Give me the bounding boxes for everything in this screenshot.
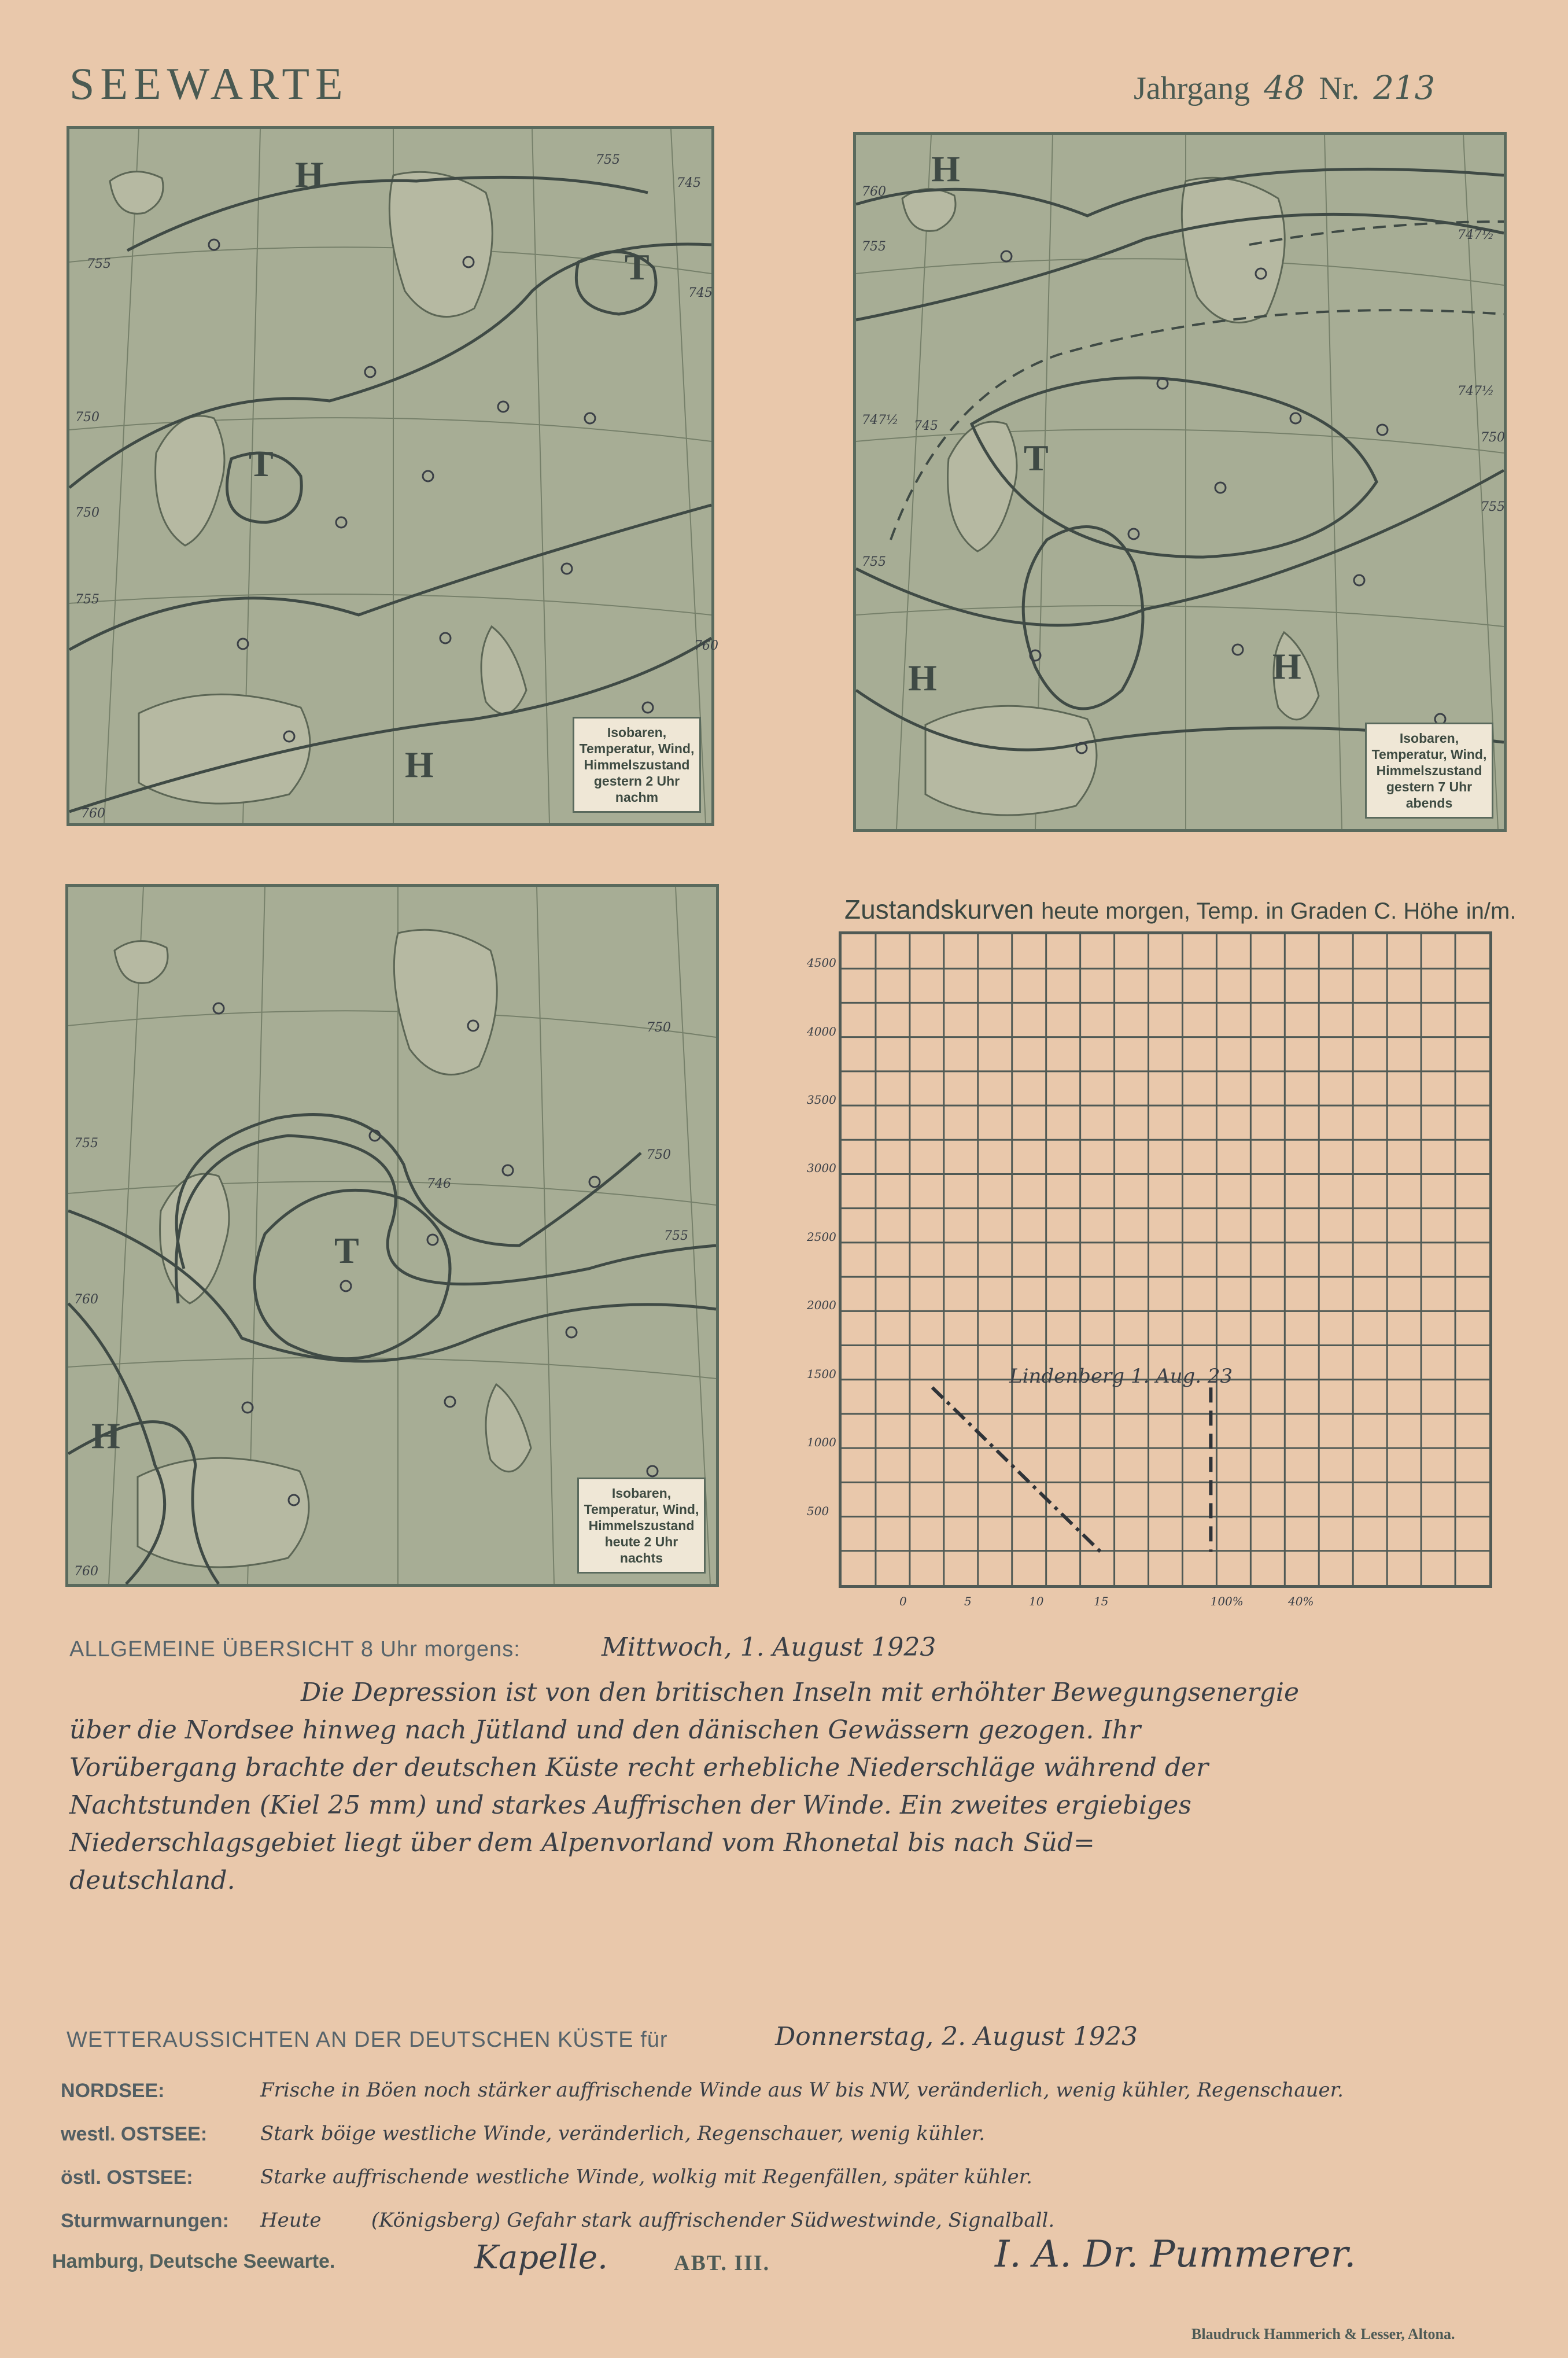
printer-credit: Blaudruck Hammerich & Lesser, Altona.	[1191, 2326, 1455, 2342]
map2-isobar-label: 747½	[1458, 384, 1495, 399]
map3-isobar-label: 750	[647, 1020, 671, 1035]
footer-signature-2: I. A. Dr. Pummerer.	[995, 2233, 1356, 2276]
x-tick-label: 5	[964, 1594, 972, 1608]
map3-isobar-label: 760	[74, 1564, 98, 1579]
map2-isobar-label: 760	[862, 185, 886, 199]
chart-title	[844, 894, 1516, 925]
map1-isobar-label: 750	[75, 506, 99, 520]
map3-high-label: H	[91, 1415, 120, 1456]
map2-isobar-label: 747½	[862, 413, 899, 428]
forecast-text-west-ostsee: Stark böige westliche Winde, veränderlich, Regenschauer, wenig kühler.	[260, 2122, 986, 2145]
map2-isobar-label: 755	[862, 555, 886, 569]
weather-map-2	[853, 132, 1507, 832]
chart-svg	[842, 934, 1489, 1585]
page-title: SEEWARTE	[69, 58, 349, 109]
forecast-region-west-ostsee: westl. OSTSEE:	[61, 2123, 208, 2145]
map1-isobar-label: 745	[677, 176, 701, 190]
forecast-date: Donnerstag, 2. August 1923	[775, 2022, 1138, 2051]
map1-isobar-label: 755	[75, 592, 99, 607]
y-tick-label: 500	[807, 1504, 829, 1518]
forecast-region-nordsee: NORDSEE:	[61, 2080, 165, 2102]
x-tick-label: 15	[1094, 1594, 1109, 1608]
y-tick-label: 4000	[807, 1024, 836, 1038]
map2-isobar-label: 747½	[1458, 228, 1495, 242]
map3-isobar-label: 746	[427, 1177, 451, 1191]
overview-line: Die Depression ist von den britischen Inseln mit erhöhter Bewegungsenergie	[301, 1678, 1300, 1707]
map1-high-label-2: H	[405, 744, 434, 785]
nr-label: Nr.	[1319, 71, 1360, 106]
y-tick-label: 3000	[807, 1161, 836, 1176]
chart-title-rest: heute morgen, Temp. in Graden C. Höhe	[1041, 898, 1459, 924]
map1-isobar-label: 745	[688, 286, 713, 300]
forecast-region-storm: Sturmwarnungen:	[61, 2210, 229, 2232]
y-tick-label: 3500	[807, 1093, 836, 1107]
state-curve-chart	[839, 931, 1492, 1588]
forecast-text-nordsee: Frische in Böen noch stärker auffrischende Winde aus W bis NW, veränderlich, wenig kühler, Regenschauer.	[260, 2079, 1344, 2102]
overview-line: Vorübergang brachte der deutschen Küste recht erhebliche Niederschläge während der	[69, 1753, 1209, 1782]
overview-line: Niederschlagsgebiet liegt über dem Alpenvorland vom Rhonetal bis nach Süd=	[69, 1828, 1095, 1858]
footer-publisher: Hamburg, Deutsche Seewarte.	[52, 2250, 335, 2272]
y-tick-label: 4500	[807, 956, 836, 970]
map2-high-label-3: H	[908, 657, 937, 698]
nr-value: 213	[1373, 69, 1436, 107]
map2-high-label: H	[931, 148, 960, 189]
y-tick-label: 2500	[807, 1229, 836, 1244]
map2-low-label: T	[1024, 437, 1049, 478]
weather-map-3	[65, 884, 719, 1587]
footer-department: ABT. III.	[674, 2251, 770, 2275]
map1-low-label-1: T	[625, 246, 650, 288]
chart-annotation: Lindenberg 1. Aug. 23	[1009, 1365, 1233, 1388]
map1-high-label: H	[295, 154, 324, 195]
map-3-caption: Isobaren, Temperatur, Wind, Himmelszustand heute 2 Uhr nachts	[577, 1478, 706, 1574]
map3-isobar-label: 755	[74, 1136, 98, 1151]
map2-isobar-label: 745	[914, 419, 938, 433]
map1-isobar-label: 760	[81, 806, 105, 821]
map2-isobar-label: 755	[1481, 500, 1505, 514]
x-tick-label: 10	[1029, 1594, 1044, 1608]
overview-line: über die Nordsee hinweg nach Jütland und den dänischen Gewässern gezogen. Ihr	[69, 1715, 1141, 1745]
y-tick-label: 1500	[807, 1366, 836, 1381]
chart-title-main: Zustandskurven	[844, 894, 1034, 924]
issue-info	[1134, 69, 1441, 107]
map-1-caption: Isobaren, Temperatur, Wind, Himmelszustand gestern 2 Uhr nachm	[573, 717, 701, 813]
map1-isobar-label: 750	[75, 410, 99, 425]
x-tick-label: 100%	[1210, 1594, 1244, 1608]
map1-low-label-2: T	[249, 443, 274, 484]
y-tick-label: 1000	[807, 1435, 836, 1450]
map3-isobar-label: 755	[664, 1229, 688, 1243]
footer-signature-1: Kapelle.	[474, 2239, 608, 2276]
jahrgang-value: 48	[1264, 69, 1305, 107]
map1-isobar-label: 755	[87, 257, 111, 271]
map1-isobar-label: 760	[694, 639, 718, 653]
chart-title-unit: in/m.	[1466, 898, 1517, 924]
forecast-text-storm: Heute (Königsberg) Gefahr stark auffrischender Südwestwinde, Signalball.	[260, 2209, 1055, 2232]
overview-line: deutschland.	[69, 1866, 235, 1895]
forecast-label: WETTERAUSSICHTEN AN DER DEUTSCHEN KÜSTE für	[67, 2028, 668, 2052]
map2-high-label-2: H	[1272, 646, 1301, 687]
map-2-caption: Isobaren, Temperatur, Wind, Himmelszustand gestern 7 Uhr abends	[1365, 723, 1493, 819]
map2-isobar-label: 750	[1481, 430, 1505, 445]
map3-low-label: T	[334, 1230, 359, 1271]
forecast-region-east-ostsee: östl. OSTSEE:	[61, 2167, 193, 2188]
chart-series-line-0	[932, 1387, 1101, 1552]
x-tick-label: 0	[899, 1594, 907, 1608]
forecast-text-east-ostsee: Starke auffrischende westliche Winde, wolkig mit Regenfällen, später kühler.	[260, 2165, 1032, 2188]
overview-date: Mittwoch, 1. August 1923	[602, 1633, 936, 1662]
y-tick-label: 2000	[807, 1298, 836, 1313]
overview-label: ALLGEMEINE ÜBERSICHT 8 Uhr morgens:	[69, 1637, 521, 1661]
map3-isobar-label: 750	[647, 1148, 671, 1162]
x-tick-label: 40%	[1288, 1594, 1314, 1608]
weather-map-1	[67, 126, 718, 826]
map2-isobar-label: 755	[862, 240, 886, 254]
map3-isobar-label: 760	[74, 1292, 98, 1307]
overview-line: Nachtstunden (Kiel 25 mm) und starkes Auffrischen der Winde. Ein zweites ergiebiges	[69, 1790, 1191, 1820]
map1-isobar-label: 755	[596, 153, 620, 167]
jahrgang-label: Jahrgang	[1134, 71, 1250, 106]
